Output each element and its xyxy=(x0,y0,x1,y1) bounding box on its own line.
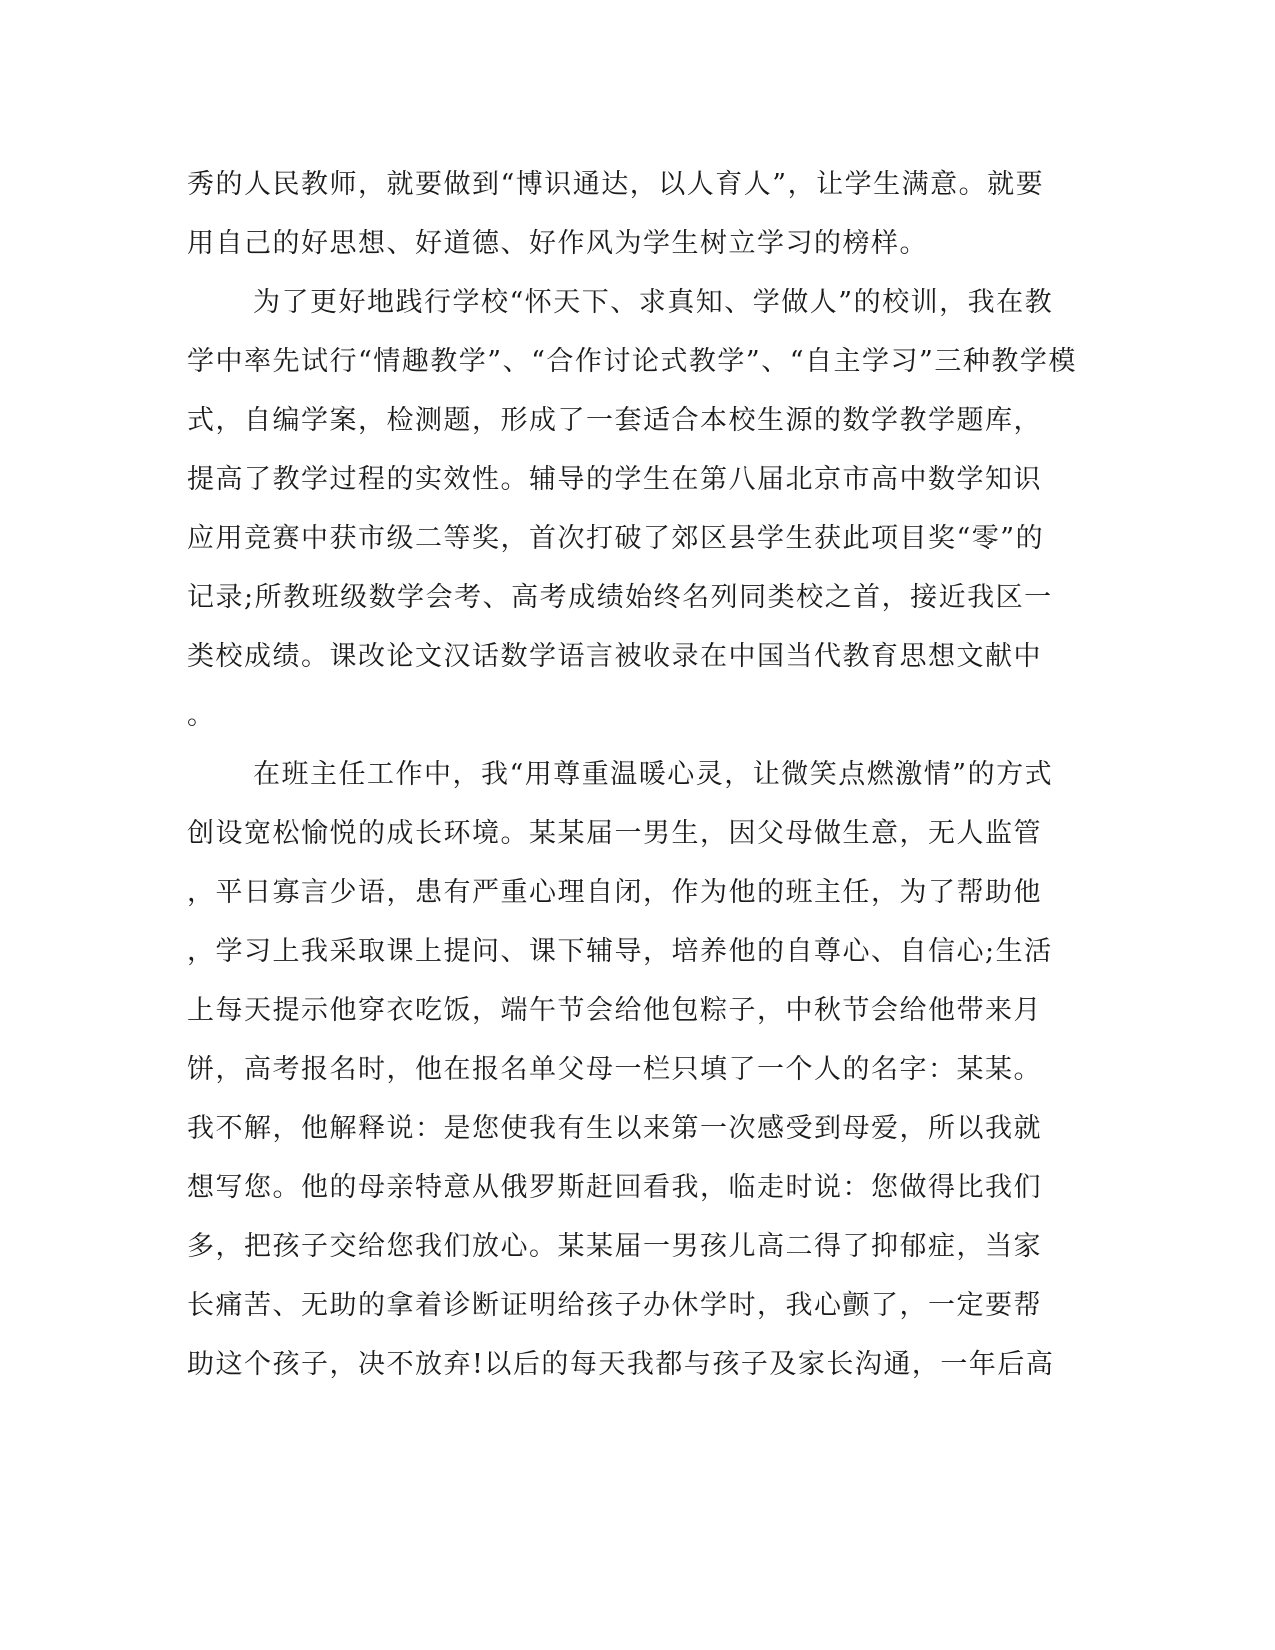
text-line: 提高了教学过程的实效性。辅导的学生在第八届北京市高中数学知识 xyxy=(187,464,1042,495)
text-line: 应用竞赛中获市级二等奖，首次打破了郊区县学生获此项目奖“零”的 xyxy=(187,523,1045,554)
paragraph-start-line: 为了更好地践行学校“怀天下、求真知、学做人”的校训，我在教 xyxy=(253,287,1054,318)
text-line: 记录;所教班级数学会考、高考成绩始终名列同类校之首，接近我区一 xyxy=(187,582,1053,613)
text-line: 上每天提示他穿衣吃饭，端午节会给他包粽子，中秋节会给他带来月 xyxy=(187,995,1042,1026)
text-line: 学中率先试行“情趣教学”、“合作讨论式教学”、“自主学习”三种教学模 xyxy=(187,346,1077,377)
text-line: 我不解，他解释说：是您使我有生以来第一次感受到母爱，所以我就 xyxy=(187,1113,1042,1144)
text-line: 秀的人民教师，就要做到“博识通达，以人育人”，让学生满意。就要 xyxy=(187,169,1045,200)
text-line: 想写您。他的母亲特意从俄罗斯赶回看我，临走时说：您做得比我们 xyxy=(187,1172,1042,1203)
text-line: 长痛苦、无助的拿着诊断证明给孩子办休学时，我心颤了，一定要帮 xyxy=(187,1290,1042,1321)
text-line: ，学习上我采取课上提问、课下辅导，培养他的自尊心、自信心;生活 xyxy=(187,936,1053,967)
paragraph-start-line: 在班主任工作中，我“用尊重温暖心灵，让微笑点燃激情”的方式 xyxy=(253,759,1054,790)
text-line: 用自己的好思想、好道德、好作风为学生树立学习的榜样。 xyxy=(187,228,928,259)
text-line: ，平日寡言少语，患有严重心理自闭，作为他的班主任，为了帮助他 xyxy=(187,877,1042,908)
text-line: 饼，高考报名时，他在报名单父母一栏只填了一个人的名字：某某。 xyxy=(187,1054,1042,1085)
text-line: 类校成绩。课改论文汉话数学语言被收录在中国当代教育思想文献中 xyxy=(187,641,1042,672)
text-line: 式，自编学案，检测题，形成了一套适合本校生源的数学教学题库， xyxy=(187,405,1042,436)
text-line: 。 xyxy=(187,700,216,731)
text-line: 多，把孩子交给您我们放心。某某届一男孩儿高二得了抑郁症，当家 xyxy=(187,1231,1042,1262)
text-line: 助这个孩子，决不放弃!以后的每天我都与孩子及家长沟通，一年后高 xyxy=(187,1349,1055,1380)
body-text xyxy=(187,155,1077,1394)
text-line: 创设宽松愉悦的成长环境。某某届一男生，因父母做生意，无人监管 xyxy=(187,818,1042,849)
